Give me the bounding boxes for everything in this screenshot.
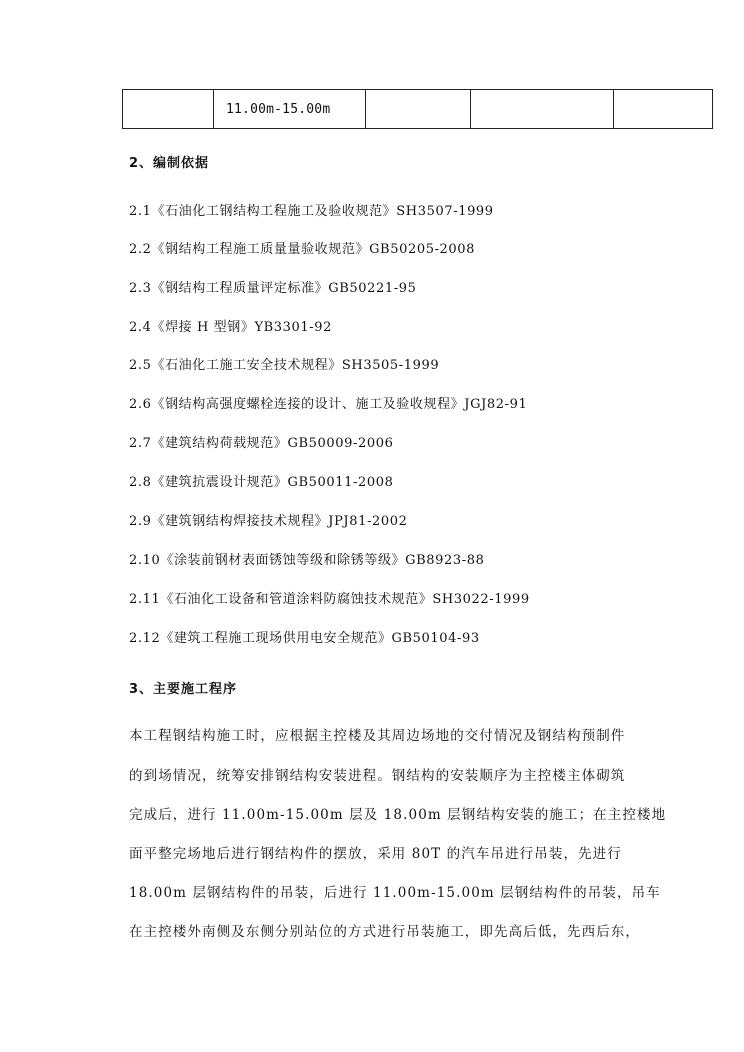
paragraph-line: 在主控楼外南侧及东侧分别站位的方式进行吊装施工，即先高后低，先西后东， xyxy=(129,924,640,940)
table-cell xyxy=(471,90,614,129)
reference-item: 2.7《建筑结构荷载规范》GB50009-2006 xyxy=(129,436,394,451)
section-3-heading: 3、主要施工程序 xyxy=(129,682,238,697)
reference-item: 2.4《焊接 H 型钢》YB3301-92 xyxy=(129,320,333,335)
reference-item: 2.12《建筑工程施工现场供用电安全规范》GB50104-93 xyxy=(129,631,480,646)
reference-item: 2.10《涂装前钢材表面锈蚀等级和除锈等级》GB8923-88 xyxy=(129,553,485,568)
section-2-heading: 2、编制依据 xyxy=(129,156,210,171)
reference-item: 2.6《钢结构高强度螺栓连接的设计、施工及验收规程》JGJ82-91 xyxy=(129,397,528,412)
paragraph-line: 本工程钢结构施工时，应根据主控楼及其周边场地的交付情况及钢结构预制件 xyxy=(129,728,626,744)
reference-item: 2.5《石油化工施工安全技术规程》SH3505-1999 xyxy=(129,358,440,373)
table-cell xyxy=(123,90,214,129)
reference-item: 2.2《钢结构工程施工质量量验收规范》GB50205-2008 xyxy=(129,242,476,257)
paragraph-line: 18.00m 层钢结构件的吊装，后进行 11.00m-15.00m 层钢结构件的吊装，吊车 xyxy=(129,885,661,901)
table-cell xyxy=(614,90,713,129)
paragraph-line: 的到场情况，统筹安排钢结构安装进程。钢结构的安装顺序为主控楼主体砌筑 xyxy=(129,768,626,784)
reference-item: 2.3《钢结构工程质量评定标准》GB50221-95 xyxy=(129,281,417,296)
elevation-table xyxy=(122,89,713,129)
reference-item: 2.1《石油化工钢结构工程施工及验收规范》SH3507-1999 xyxy=(129,204,494,219)
reference-item: 2.11《石油化工设备和管道涂料防腐蚀技术规范》SH3022-1999 xyxy=(129,592,530,607)
reference-item: 2.8《建筑抗震设计规范》GB50011-2008 xyxy=(129,475,394,490)
table-cell xyxy=(366,90,471,129)
paragraph-line: 完成后，进行 11.00m-15.00m 层及 18.00m 层钢结构安装的施工；在主控楼地 xyxy=(129,807,667,823)
table-row xyxy=(123,90,713,129)
paragraph-line: 面平整完场地后进行钢结构件的摆放，采用 80T 的汽车吊进行吊装，先进行 xyxy=(129,846,622,862)
table-cell-elevation: 11.00m-15.00m xyxy=(214,90,366,129)
reference-item: 2.9《建筑钢结构焊接技术规程》JPJ81-2002 xyxy=(129,514,408,529)
